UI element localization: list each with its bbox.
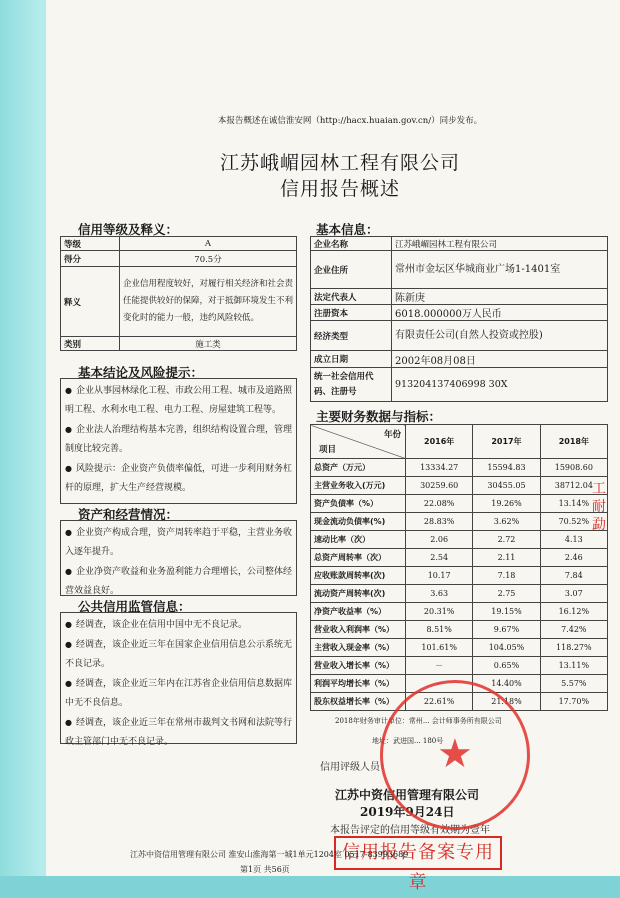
footer: 江苏中资信用管理有限公司 淮安山淮海第一城1单元1204室 0517-83993689 (130, 850, 409, 859)
finance-metric: 速动比率（次） (311, 531, 406, 549)
finance-table (310, 424, 608, 711)
col-item: 项目 (319, 445, 337, 455)
finance-value: 20.31% (406, 603, 473, 621)
finance-value: 16.12% (540, 603, 607, 621)
finance-value: 2.54 (406, 549, 473, 567)
address-note: 地址：武进国... 180号 (372, 737, 444, 745)
finance-value: 0.65% (473, 657, 540, 675)
conclusion-item: ● 风险提示：企业资产负债率偏低，可进一步利用财务杠杆的原理，扩大生产经营规模。 (65, 464, 292, 493)
finance-value: 10.17 (406, 567, 473, 585)
finance-corner (311, 425, 406, 459)
basic-value: 有限责任公司(自然人投资或控股) (392, 321, 608, 351)
finance-value: 7.42% (540, 621, 607, 639)
grade-label: 等级 (61, 237, 120, 251)
finance-row (311, 639, 608, 657)
finance-value: 5.57% (540, 675, 607, 693)
finance-metric: 应收账款周转率(次) (311, 567, 406, 585)
basic-key: 企业名称 (311, 237, 392, 251)
publish-notice: 本报告概述在诚信淮安网（http://hacx.huaian.gov.cn/）同步发布。 (217, 116, 483, 126)
meaning-label: 释义 (61, 267, 120, 337)
grade-table (60, 236, 297, 351)
finance-row (311, 585, 608, 603)
finance-value: 2.72 (473, 531, 540, 549)
finance-value: 101.61% (406, 639, 473, 657)
finance-value: 21.18% (473, 693, 540, 711)
finance-metric: 股东权益增长率（%） (311, 693, 406, 711)
finance-value: 38712.04 (540, 477, 607, 495)
finance-value: 13334.27 (406, 459, 473, 477)
assets-heading: 资产和经营情况： (78, 507, 179, 522)
grade-heading: 信用等级及释义： (78, 222, 179, 237)
finance-metric: 主营业务收入(万元) (311, 477, 406, 495)
public-item: ● 经调查，该企业近三年在国家企业信用信息公示系统无不良记录。 (65, 640, 292, 669)
finance-value: 17.70% (540, 693, 607, 711)
basic-key: 注册资本 (311, 305, 392, 321)
finance-metric: 资产负债率（%） (311, 495, 406, 513)
finance-metric: 净资产收益率（%） (311, 603, 406, 621)
finance-value: 2.11 (473, 549, 540, 567)
year-header: 2017年 (473, 425, 540, 459)
conclusion-heading: 基本结论及风险提示： (78, 365, 204, 380)
basic-key: 企业住所 (311, 251, 392, 289)
basic-key: 统一社会信用代码、注册号 (311, 368, 392, 402)
company-seal (380, 680, 530, 830)
conclusion-item: ● 企业法人治理结构基本完善，组织结构设置合理，管理制度比较完善。 (65, 425, 292, 454)
finance-value: 22.61% (406, 693, 473, 711)
basic-value: 2002年08月08日 (392, 351, 608, 368)
finance-value: 4.13 (540, 531, 607, 549)
finance-value: 3.07 (540, 585, 607, 603)
finance-value: － (406, 675, 473, 693)
public-item: ● 经调查，该企业近三年在常州市裁判文书网和法院等行政主管部门中无不良记录。 (65, 718, 292, 747)
score-value: 70.5分 (120, 251, 297, 267)
public-item: ● 经调查，该企业在信用中国中无不良记录。 (65, 620, 247, 630)
page-number: 第1页 共56页 (240, 865, 290, 874)
finance-value: 28.83% (406, 513, 473, 531)
finance-value: 2.06 (406, 531, 473, 549)
grade-value: A (120, 237, 297, 251)
finance-metric: 总资产（万元） (311, 459, 406, 477)
filing-stamp: 信用报告备案专用章 (334, 836, 502, 870)
finance-value: 70.52% (540, 513, 607, 531)
audit-note: 2018年财务审计单位：常州... 会计师事务所有限公司 (335, 717, 502, 725)
basic-heading: 基本信息： (316, 222, 379, 237)
public-heading: 公共信用监管信息： (78, 599, 191, 614)
finance-row (311, 495, 608, 513)
finance-value: 9.67% (473, 621, 540, 639)
validity: 本报告评定的信用等级有效期为壹年 (330, 825, 490, 836)
finance-value: 2.75 (473, 585, 540, 603)
finance-row (311, 477, 608, 495)
basic-value: 陈新庚 (392, 289, 608, 305)
basic-key: 经济类型 (311, 321, 392, 351)
star-icon: ★ (437, 731, 473, 777)
finance-metric: 营业收入利润率（%） (311, 621, 406, 639)
assets-item: ● 企业资产构成合理，资产周转率趋于平稳，主营业务收入逐年提升。 (65, 528, 292, 557)
finance-metric: 流动资产周转率(次) (311, 585, 406, 603)
finance-value: 14.40% (473, 675, 540, 693)
public-item: ● 经调查，该企业近三年内在江苏省企业信用信息数据库中无不良信息。 (65, 679, 292, 708)
basic-value: 常州市金坛区华城商业广场1-1401室 (392, 251, 608, 289)
sign-date: 2019年9月24日 (360, 805, 455, 819)
finance-value: 2.46 (540, 549, 607, 567)
finance-value: 30455.05 (473, 477, 540, 495)
basic-value: 江苏峨嵋园林工程有限公司 (392, 237, 608, 251)
score-label: 得分 (61, 251, 120, 267)
finance-metric: 总资产周转率（次） (311, 549, 406, 567)
side-seal-fragment: 工 耐 勐 (592, 481, 606, 533)
finance-row (311, 549, 608, 567)
basic-value: 913204137406998 30X (392, 368, 608, 402)
finance-value: － (406, 657, 473, 675)
finance-row (311, 531, 608, 549)
category-value: 施工类 (120, 337, 297, 351)
conclusion-item: ● 企业从事园林绿化工程、市政公用工程、城市及道路照明工程、水利水电工程、电力工程、房屋建筑工程等。 (65, 386, 292, 415)
finance-value: 15908.60 (540, 459, 607, 477)
finance-value: 13.14% (540, 495, 607, 513)
finance-metric: 营业收入增长率（%） (311, 657, 406, 675)
finance-value: 8.51% (406, 621, 473, 639)
finance-value: 3.62% (473, 513, 540, 531)
finance-heading: 主要财务数据与指标： (316, 409, 442, 424)
conclusion-box (60, 378, 297, 504)
finance-value: 19.26% (473, 495, 540, 513)
finance-row (311, 621, 608, 639)
finance-value: 22.08% (406, 495, 473, 513)
rater-label: 信用评级人员： (320, 762, 390, 773)
basic-key: 成立日期 (311, 351, 392, 368)
finance-value: 13.11% (540, 657, 607, 675)
finance-row (311, 459, 608, 477)
finance-value: 30259.60 (406, 477, 473, 495)
finance-row (311, 657, 608, 675)
year-header: 2018年 (540, 425, 607, 459)
finance-metric: 现金流动负债率(%) (311, 513, 406, 531)
year-header: 2016年 (406, 425, 473, 459)
category-label: 类别 (61, 337, 120, 351)
col-year: 年份 (383, 430, 401, 440)
finance-value: 15594.83 (473, 459, 540, 477)
assets-item: ● 企业净资产收益和业务盈利能力合理增长，公司整体经营效益良好。 (65, 567, 292, 596)
finance-value: 104.05% (473, 639, 540, 657)
meaning-value: 企业信用程度较好，对履行相关经济和社会责任能提供较好的保障，对于抵御环境发生不利变化时的能力一般，违约风险较低。 (120, 267, 297, 337)
finance-value: 7.84 (540, 567, 607, 585)
finance-value: 3.63 (406, 585, 473, 603)
basic-value: 6018.000000万人民币 (392, 305, 608, 321)
assets-box (60, 520, 297, 596)
finance-metric: 主营收入现金率（%） (311, 639, 406, 657)
finance-value: 19.15% (473, 603, 540, 621)
finance-row (311, 603, 608, 621)
finance-row (311, 513, 608, 531)
public-box (60, 612, 297, 747)
company-title: 江苏峨嵋园林工程有限公司 (219, 152, 460, 174)
finance-row (311, 567, 608, 585)
report-title: 信用报告概述 (279, 178, 400, 200)
basic-key: 法定代表人 (311, 289, 392, 305)
finance-value: 7.18 (473, 567, 540, 585)
finance-value: 118.27% (540, 639, 607, 657)
finance-metric: 利润平均增长率（%） (311, 675, 406, 693)
sign-company: 江苏中资信用管理有限公司 (335, 788, 480, 802)
basic-info-table (310, 236, 608, 402)
